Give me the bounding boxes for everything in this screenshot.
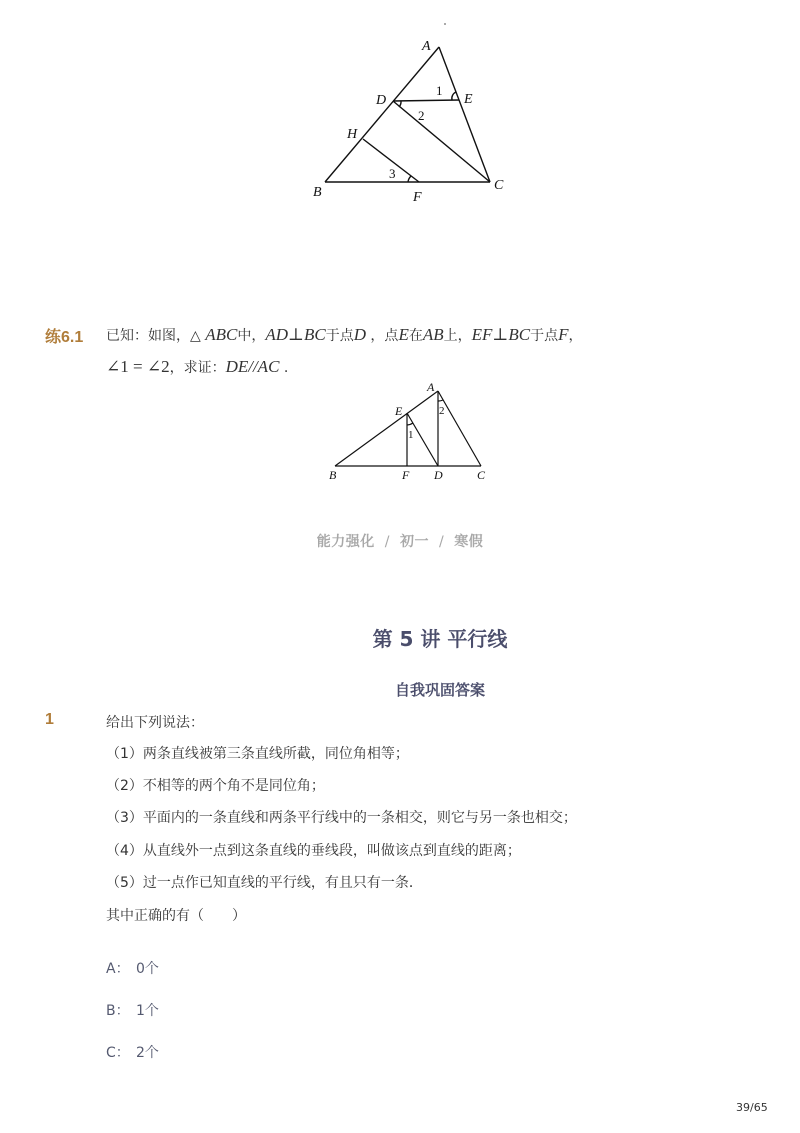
geometry-figure-triangle-abc-perpendiculars — [320, 375, 500, 485]
statement-2: （2）不相等的两个角不是同位角； — [106, 778, 325, 794]
statement-1: （1）两条直线被第三条直线所截，同位角相等； — [106, 746, 409, 762]
question-ask: 其中正确的有（ ） — [106, 908, 246, 924]
label-f: F — [413, 190, 422, 205]
option-a[interactable] — [106, 958, 159, 978]
breadcrumb — [0, 531, 800, 551]
geometry-figure-triangle-abc-parallel-lines — [300, 20, 520, 210]
angle-2-label: 2 — [418, 108, 425, 123]
breadcrumb-item-course: 能力强化 — [316, 534, 375, 550]
statement-4: （4）从直线外一点到这条直线的垂线段，叫做该点到直线的距离； — [106, 843, 521, 859]
label-b: B — [313, 185, 322, 200]
option-key: B： — [106, 1003, 130, 1019]
option-b[interactable] — [106, 1000, 159, 1020]
label-h: H — [347, 127, 358, 142]
label-e: E — [395, 404, 403, 418]
label-e: E — [464, 92, 473, 107]
option-c[interactable] — [106, 1042, 159, 1062]
exercise-statement-line2: ∠1 = ∠2，求证：DE//AC . — [106, 357, 289, 376]
breadcrumb-separator: / — [439, 534, 445, 550]
option-value: 2个 — [136, 1045, 159, 1061]
angle-2-label: 2 — [439, 405, 445, 417]
question-number: 1 — [45, 711, 54, 728]
exercise-label: 练6.1 — [45, 329, 84, 346]
label-c: C — [494, 178, 504, 193]
breadcrumb-item-term: 寒假 — [454, 534, 484, 550]
label-a: A — [422, 39, 431, 54]
label-f: F — [402, 468, 410, 482]
option-value: 0个 — [136, 961, 159, 977]
breadcrumb-item-grade: 初一 — [400, 534, 429, 550]
option-key: A： — [106, 961, 130, 977]
question-prompt: 给出下列说法： — [106, 715, 204, 731]
label-b: B — [329, 468, 337, 482]
exercise-statement-line1: 已知：如图，△ ABC中，AD⊥BC于点D ，点E在AB上，EF⊥BC于点F， — [106, 325, 583, 344]
section-title: 自我巩固答案 — [394, 681, 485, 699]
label-c: C — [477, 468, 486, 482]
label-a: A — [427, 380, 435, 394]
angle-1-label: 1 — [436, 83, 443, 98]
statement-3: （3）平面内的一条直线和两条平行线中的一条相交，则它与另一条也相交； — [106, 810, 577, 826]
option-value: 1个 — [136, 1003, 159, 1019]
page-number: 39/65 — [736, 1101, 768, 1114]
breadcrumb-separator: / — [384, 534, 390, 550]
label-d: D — [376, 93, 387, 108]
statement-5: （5）过一点作已知直线的平行线，有且只有一条． — [106, 875, 423, 891]
lecture-title: 第 5 讲 平行线 — [372, 627, 508, 651]
angle-1-label: 1 — [408, 429, 414, 441]
label-d: D — [434, 468, 443, 482]
angle-3-label: 3 — [389, 166, 396, 181]
option-key: C： — [106, 1045, 130, 1061]
